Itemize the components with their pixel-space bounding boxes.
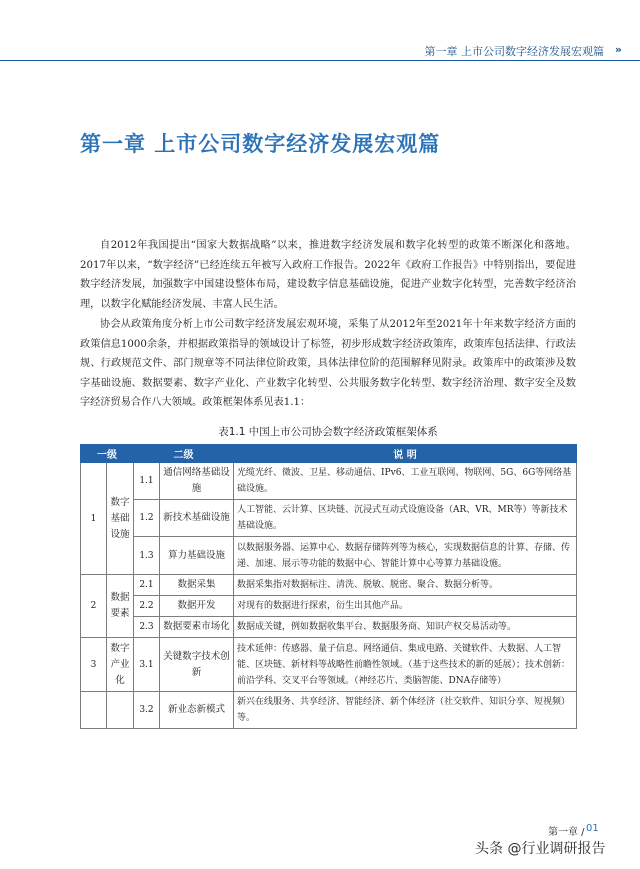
- group-category: 数字产业化: [107, 638, 134, 692]
- table-row: [81, 463, 577, 500]
- body-paragraph-1: [80, 236, 576, 314]
- header-description: 说 明: [234, 445, 577, 463]
- group-number: 3: [81, 638, 107, 692]
- description: 技术延伸：传感器、量子信息、网络通信、集成电路、关键软件、大数据、人工智能、区块链、新材料等战略性前瞻性领域。（基于这些技术的新的延展）；技术创新：前沿学科、交叉平台等领域。（神经芯片、类脑智能、DNA存储等）: [234, 638, 577, 692]
- running-header-title: 第一章 上市公司数字经济发展宏观篇: [424, 45, 604, 58]
- header-divider: [0, 60, 640, 61]
- description: 以数据服务器、运算中心、数据存储阵列等为核心，实现数据信息的计算、存储、传递、加速、展示等功能的数据中心、智能计算中心等算力基础设施。: [234, 537, 577, 575]
- header-level-1: 一级: [81, 445, 134, 463]
- table-header-row: [81, 445, 577, 463]
- sub-number: 1.3: [134, 537, 160, 575]
- group-category: 数据要素: [107, 575, 134, 638]
- sub-category: 算力基础设施: [160, 537, 234, 575]
- group-number: 1: [81, 463, 107, 575]
- sub-category: 数据开发: [160, 596, 234, 617]
- paragraph-text: 自2012年我国提出“国家大数据战略”以来，推进数字经济发展和数字化转型的政策不断深化和落地。2017年以来，“数字经济”已经连续五年被写入政府工作报告。2022年《政府工作报告》中特别指出，要促进数字经济发展，加强数字中国建设整体布局，建设数字信息基础设施，促进产业数字化转型，完善数字经济治理，以数字化赋能经济发展、丰富人民生活。: [80, 240, 576, 310]
- sub-number: 3.2: [134, 692, 160, 729]
- sub-category: 新技术基础设施: [160, 500, 234, 537]
- group-category: 数字基础设施: [107, 463, 134, 575]
- sub-number: 1.1: [134, 463, 160, 500]
- table-row: [81, 692, 577, 729]
- sub-category: 新业态新模式: [160, 692, 234, 729]
- description: 对现有的数据进行探索，衍生出其他产品。: [234, 596, 577, 617]
- paragraph-text: 协会从政策角度分析上市公司数字经济发展宏观环境，采集了从2012年至2021年十年来数字经济方面的政策信息1000余条，并根据政策指导的领域设计了标签，初步形成数字经济政策库，政策库包括法律、行政法规、行政规范文件、部门规章等不同法律位阶政策，具体法律位阶的范围解释见附录。政策库中的政策涉及数字基础设施、数据要素、数字产业化、产业数字化转型、公共服务数字化转型、数字经济治理、数字安全及数字经济贸易合作八大领域。政策框架体系见表1.1：: [80, 319, 576, 408]
- table-row: [81, 617, 577, 638]
- sub-category: 关键数字技术创新: [160, 638, 234, 692]
- description: 数据采集指对数据标注、清洗、脱敏、脱密、聚合、数据分析等。: [234, 575, 577, 596]
- group-number: 2: [81, 575, 107, 638]
- sub-category: 数据要素市场化: [160, 617, 234, 638]
- table-row: [81, 537, 577, 575]
- sub-number: 2.1: [134, 575, 160, 596]
- table-caption: 表1.1 中国上市公司协会数字经济政策框架体系: [218, 426, 438, 438]
- sub-number: 2.3: [134, 617, 160, 638]
- description: 光缆光纤、微波、卫星、移动通信、IPv6、工业互联网、物联网、5G、6G等网络基础设施。: [234, 463, 577, 500]
- description: 数据成关键，例如数据收集平台、数据服务商、知识产权交易活动等。: [234, 617, 577, 638]
- table-row: [81, 638, 577, 692]
- sub-number: 1.2: [134, 500, 160, 537]
- table-row: [81, 500, 577, 537]
- page-number: 01: [586, 823, 599, 834]
- watermark-text: 头条 @行业调研报告: [475, 841, 606, 857]
- sub-category: 通信网络基础设施: [160, 463, 234, 500]
- group-category-empty: [107, 692, 134, 729]
- body-paragraph-2: [80, 315, 576, 413]
- description: 人工智能、云计算、区块链、沉浸式互动式设施设备（AR、VR、MR等）等新技术基础设施。: [234, 500, 577, 537]
- sub-number: 3.1: [134, 638, 160, 692]
- group-number-empty: [81, 692, 107, 729]
- table-row: [81, 575, 577, 596]
- sub-number: 2.2: [134, 596, 160, 617]
- double-chevron-icon: »: [614, 43, 622, 56]
- policy-framework-table: [80, 444, 577, 729]
- header-level-2: 二级: [134, 445, 234, 463]
- table-row: [81, 596, 577, 617]
- footer-chapter-label: 第一章 /: [548, 827, 585, 838]
- description: 新兴在线服务、共享经济、智能经济、新个体经济（社交软件、知识分享、短视频）等。: [234, 692, 577, 729]
- sub-category: 数据采集: [160, 575, 234, 596]
- chapter-title: 第一章 上市公司数字经济发展宏观篇: [80, 132, 441, 156]
